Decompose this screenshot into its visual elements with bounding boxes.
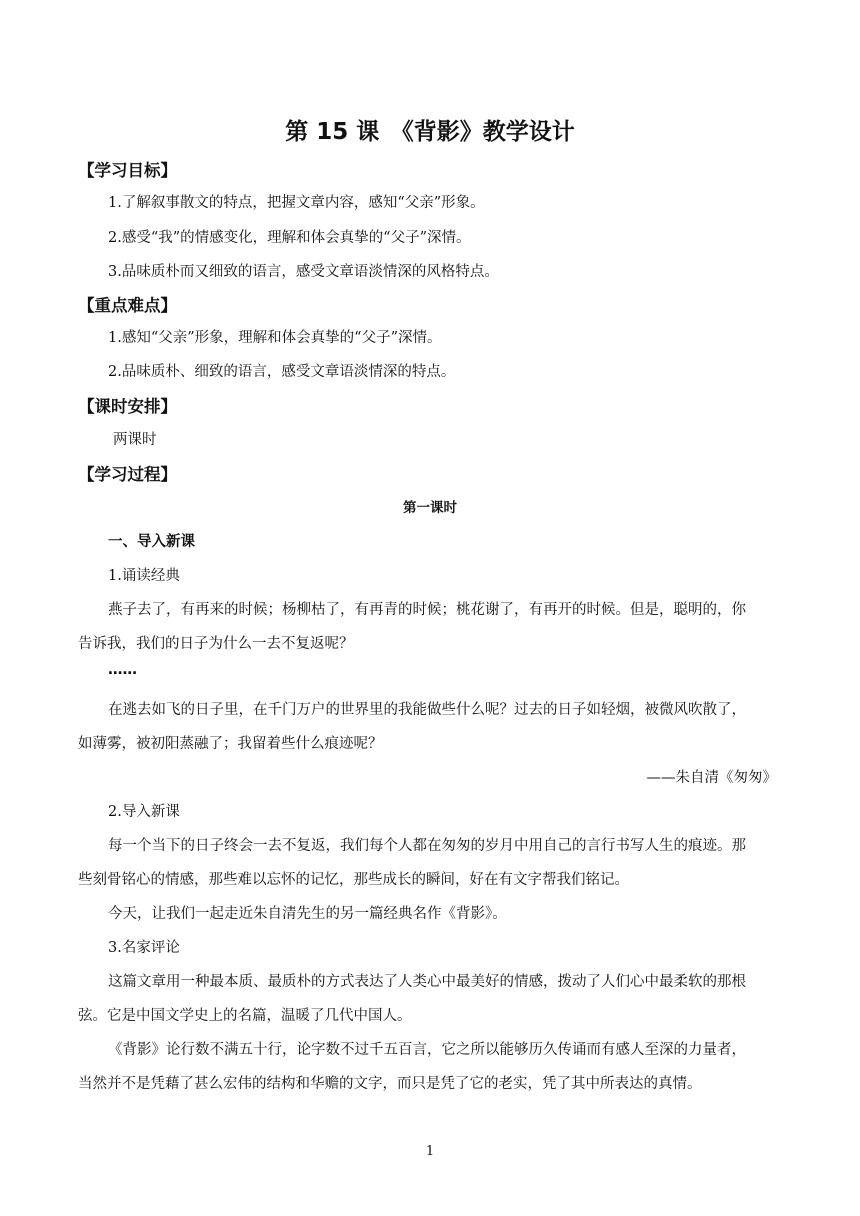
objectives-heading: 【学习目标】: [78, 161, 177, 180]
review-line: 这篇文章用一种最本质、最质朴的方式表达了人类心中最美好的情感，拨动了人们心中最柔软的那根: [108, 974, 746, 990]
schedule-text: 两课时: [113, 432, 157, 448]
quote-ellipsis: ……: [108, 662, 137, 678]
schedule-heading: 【课时安排】: [78, 397, 177, 416]
objective-item: 3.品味质朴而又细致的语言，感受文章语淡情深的风格特点。: [108, 264, 499, 280]
section-heading: 一、导入新课: [108, 534, 195, 550]
review-line: 《背影》论行数不满五十行，论字数不过千五百言，它之所以能够历久传诵而有感人至深的力量者，: [108, 1042, 746, 1058]
page-number: 1: [425, 1144, 435, 1159]
quote-line: 燕子去了，有再来的时候；杨柳枯了，有再青的时候；桃花谢了，有再开的时候。但是，聪明的，你: [108, 602, 746, 618]
page-title: 第 15 课 《背影》教学设计: [285, 119, 575, 145]
key-point-item: 2.品味质朴、细致的语言，感受文章语淡情深的特点。: [108, 364, 456, 380]
step-heading: 2.导入新课: [108, 804, 180, 820]
intro-line: 今天，让我们一起走近朱自清先生的另一篇经典名作《背影》。: [108, 906, 507, 922]
objective-item: 2.感受“我”的情感变化，理解和体会真挚的“父子”深情。: [108, 230, 471, 246]
step-heading: 1.诵读经典: [108, 568, 180, 584]
review-line: 弦。它是中国文学史上的名篇，温暖了几代中国人。: [78, 1008, 412, 1024]
intro-line: 每一个当下的日子终会一去不复返，我们每个人都在匆匆的岁月中用自己的言行书写人生的痕迹。那: [108, 838, 746, 854]
quote-source: ——朱自清《匆匆》: [646, 770, 777, 786]
objective-item: 1.了解叙事散文的特点，把握文章内容，感知“父亲”形象。: [108, 195, 485, 211]
key-point-item: 1.感知“父亲”形象，理解和体会真挚的“父子”深情。: [108, 330, 442, 346]
process-heading: 【学习过程】: [78, 465, 177, 484]
step-heading: 3.名家评论: [108, 940, 180, 956]
quote-line: 告诉我，我们的日子为什么一去不复返呢？: [78, 636, 354, 652]
intro-line: 些刻骨铭心的情感，那些难以忘怀的记忆，那些成长的瞬间，好在有文字帮我们铭记。: [78, 872, 629, 888]
lesson-title: 第一课时: [403, 500, 457, 516]
quote-line: 在逃去如飞的日子里，在千门万户的世界里的我能做些什么呢？过去的日子如轻烟，被微风吹散了，: [108, 702, 746, 718]
review-line: 当然并不是凭藉了甚么宏伟的结构和华赡的文字，而只是凭了它的老实，凭了其中所表达的真情。: [78, 1076, 702, 1092]
key-points-heading: 【重点难点】: [78, 296, 177, 315]
quote-line: 如薄雾，被初阳蒸融了；我留着些什么痕迹呢？: [78, 736, 383, 752]
